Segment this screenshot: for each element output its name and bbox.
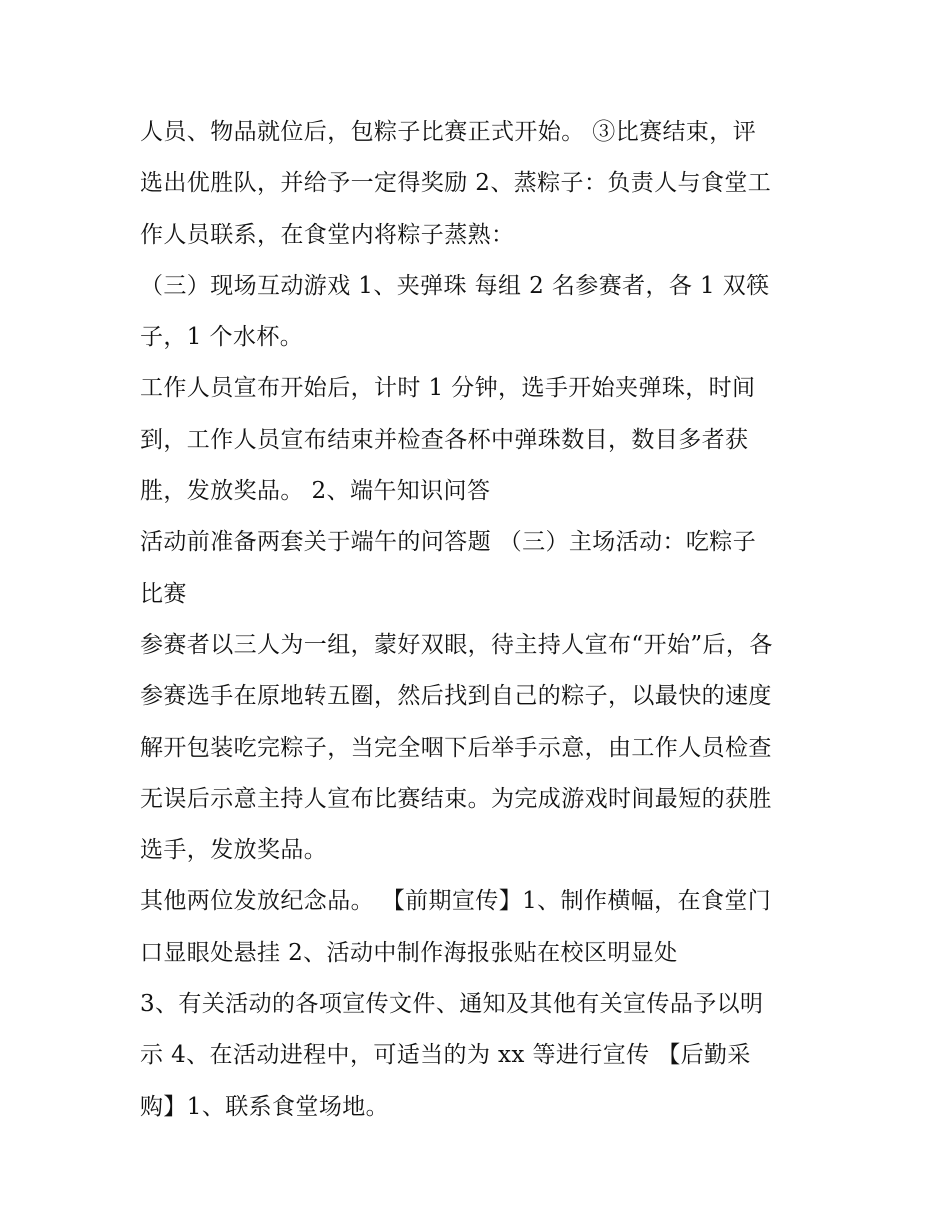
text-line: 人员、物品就位后，包粽子比赛正式开始。 ③比赛结束，评 <box>140 119 757 145</box>
text-line: 参赛选手在原地转五圈，然后找到自己的粽子，以最快的速度 <box>140 683 772 710</box>
text-line: 示 4、在活动进程中，可适当的为 xx 等进行宣传 【后勤采 <box>140 1042 751 1069</box>
document-body <box>140 107 820 1133</box>
text-line: 选手，发放奖品。 <box>140 837 328 864</box>
text-line: 选出优胜队，并给予一定得奖励 2、蒸粽子：负责人与食堂工 <box>140 170 772 197</box>
text-line: 工作人员宣布开始后，计时 1 分钟，选手开始夹弹珠，时间 <box>140 375 756 402</box>
text-line: 子，1 个水杯。 <box>140 324 304 351</box>
text-line: 作人员联系，在食堂内将粽子蒸熟： <box>140 221 515 248</box>
text-line: 其他两位发放纪念品。 【前期宣传】1、制作横幅，在食堂门 <box>140 888 772 915</box>
text-line: 无误后示意主持人宣布比赛结束。为完成游戏时间最短的获胜 <box>140 785 772 812</box>
text-line: 活动前准备两套关于端午的问答题 （三）主场活动：吃粽子 <box>140 529 757 556</box>
text-line: 参赛者以三人为一组，蒙好双眼，待主持人宣布“开始”后，各 <box>140 631 773 658</box>
text-line: 购】1、联系食堂场地。 <box>140 1093 390 1120</box>
text-line: 口显眼处悬挂 2、活动中制作海报张贴在校区明显处 <box>140 939 678 966</box>
text-line: 胜，发放奖品。 2、端午知识问答 <box>140 478 491 505</box>
text-line: 比赛 <box>140 580 187 607</box>
text-line: 解开包装吃完粽子，当完全咽下后举手示意，由工作人员检查 <box>140 734 772 761</box>
text-line: 3、有关活动的各项宣传文件、通知及其他有关宣传品予以明 <box>140 991 764 1018</box>
text-line: 到，工作人员宣布结束并检查各杯中弹珠数目，数目多者获 <box>140 426 749 453</box>
text-line: （三）现场互动游戏 1、夹弹珠 每组 2 名参赛者，各 1 双筷 <box>140 272 770 299</box>
